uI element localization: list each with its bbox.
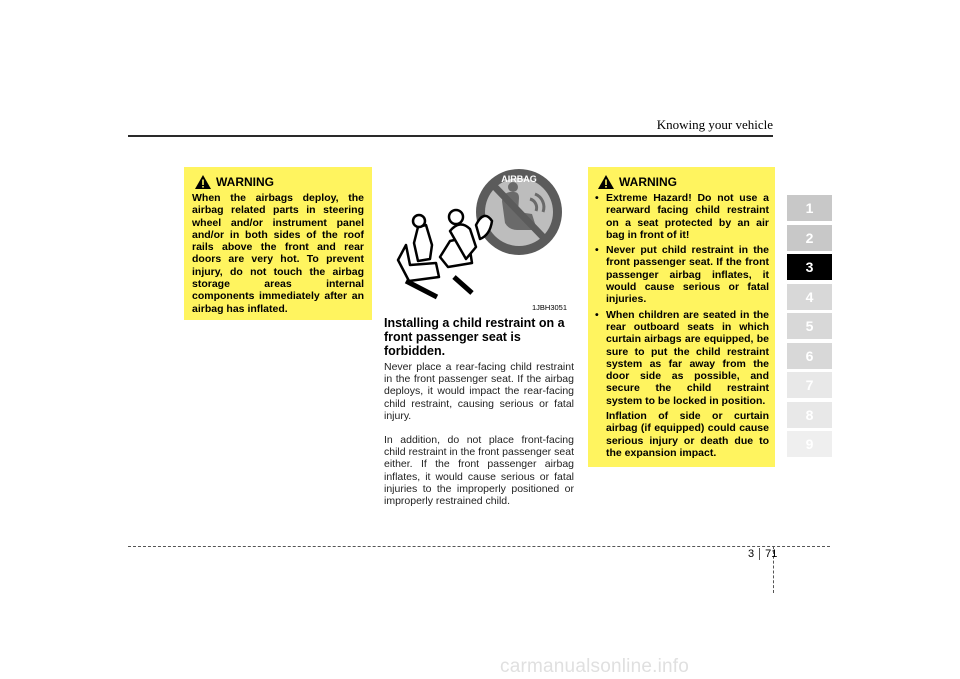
list-item: • Never put child restraint in the front passenger seat. If the front passenger airbag inflates, it would cause serious or fatal injuries. (595, 244, 769, 305)
chapter-tab-9[interactable]: 9 (787, 431, 832, 457)
seats-drawing (398, 210, 492, 297)
body-paragraph-1: Never place a rear-facing child restraint in the front passenger seat. If the airbag deploys, it would impact the rear-facing child restraint, causing serious or fatal injury. (384, 361, 574, 422)
airbag-badge-text: AIRBAG (501, 174, 537, 184)
right-warning-list (595, 192, 769, 459)
chapter-tab-3[interactable]: 3 (787, 254, 832, 280)
right-warning-label: WARNING (619, 175, 677, 189)
warning-triangle-icon (598, 175, 614, 189)
left-warning-heading (195, 175, 364, 189)
chapter-tab-2[interactable]: 2 (787, 225, 832, 251)
footer-rule (128, 546, 830, 547)
chapter-number: 3 (748, 548, 755, 560)
page-number-value: 71 (765, 548, 778, 560)
left-warning-box (184, 167, 372, 320)
right-warning-box (588, 167, 775, 467)
left-warning-text: When the airbags deploy, the airbag related parts in steering wheel and/or instrument panel and/or in both sides of the roof rails above the front and rear doors are very hot. To prevent injury, do not touch the airbag storage areas internal components immediately after an airbag has inflated. (192, 192, 364, 315)
header-title: Knowing your vehicle (656, 117, 773, 132)
list-item (595, 309, 769, 460)
chapter-tab-8[interactable]: 8 (787, 402, 832, 428)
left-warning-label: WARNING (216, 175, 274, 189)
watermark: carmanualsonline.info (500, 656, 690, 677)
list-item-text: • When children are seated in the rear outboard seats in which curtain airbags are equipped, be sure to put the child restraint system as far away from the door side as possible, and secure the child restraint system to be locked in position. (606, 308, 769, 407)
chapter-tab-5[interactable]: 5 (787, 313, 832, 339)
chapter-tab-1[interactable]: 1 (787, 195, 832, 221)
list-item-extra: Inflation of side or curtain airbag (if equipped) could cause serious injury or death due to the expansion impact. (606, 410, 769, 459)
child-seat-illustration (392, 165, 577, 310)
airbag-prohibition-badge (476, 169, 562, 255)
page-number (748, 548, 777, 560)
chapter-tab-7[interactable]: 7 (787, 372, 832, 398)
header-rule (128, 135, 773, 137)
body-paragraph-2: In addition, do not place front-facing child restraint in the front passenger seat either. If the front passenger airbag inflates, it would cause serious or fatal injuries to the improperly positioned or improperly restrained child. (384, 434, 574, 508)
list-item: • Extreme Hazard! Do not use a rearward facing child restraint on a seat protected by an air bag in front of it! (595, 192, 769, 241)
warning-triangle-icon (195, 175, 211, 189)
figure-id: 1JBH3051 (532, 303, 568, 312)
chapter-tab-4[interactable]: 4 (787, 284, 832, 310)
right-warning-heading (598, 175, 769, 189)
section-title: Installing a child restraint on a front passenger seat is forbidden. (384, 316, 565, 358)
chapter-tab-6[interactable]: 6 (787, 343, 832, 369)
chapter-tabs (787, 195, 832, 461)
